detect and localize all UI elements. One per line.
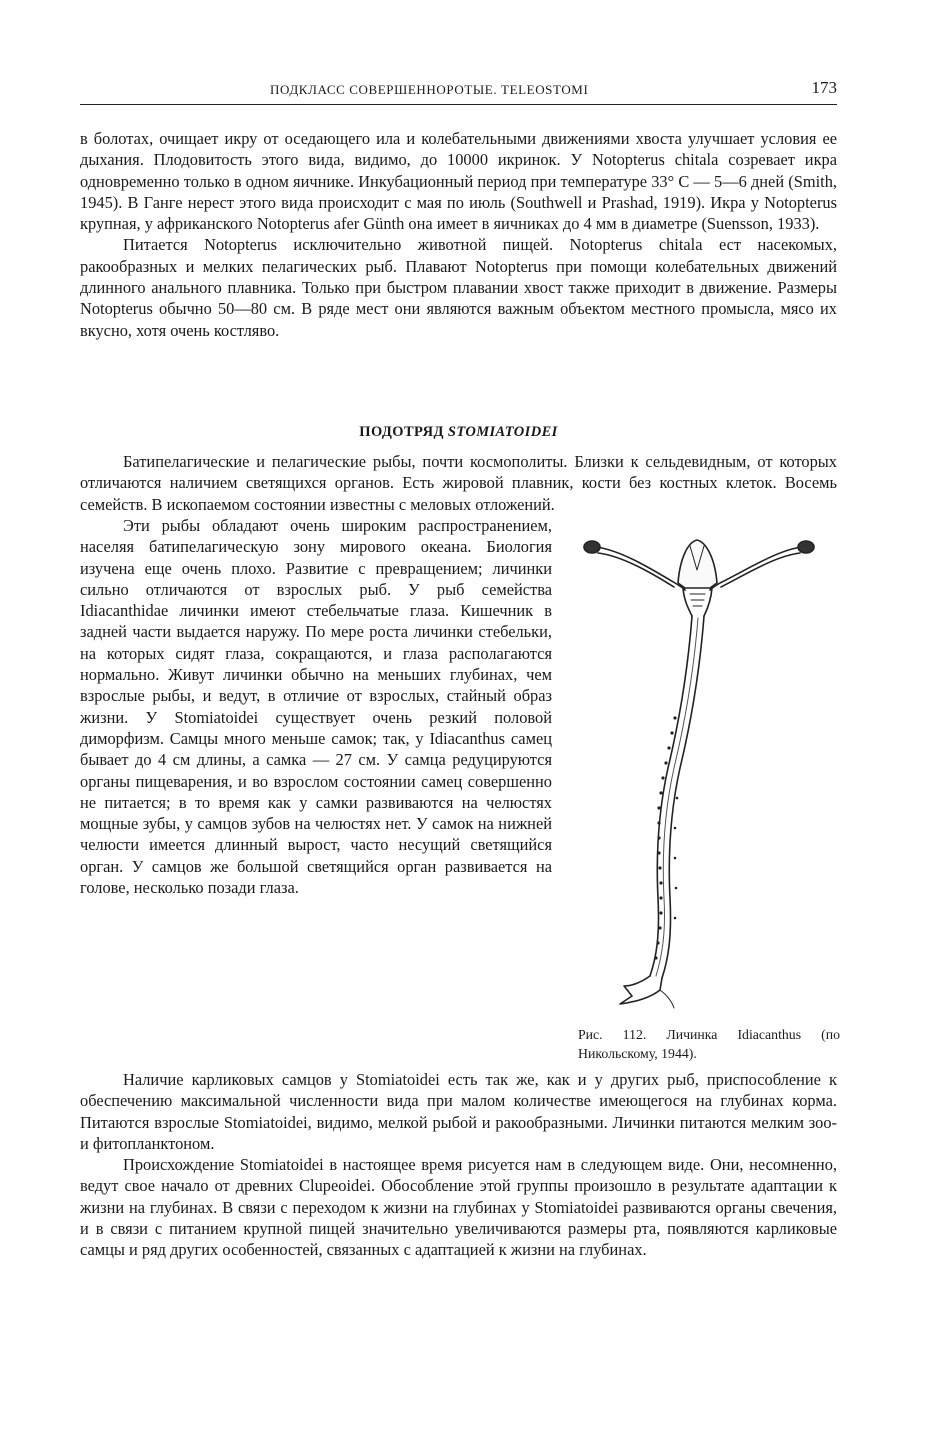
paragraph: Наличие карликовых самцов у Stomiatoidei есть так же, как и у других рыб, приспособление к обеспечению максимальной численности вида при малом количестве имеющегося на глубинах корма. Питаются взрослые Stomiatoidei, видимо, мелкой рыбой и ракообразными. Личинки питаются мелким зоо- и фитопланктоном.: [80, 1070, 837, 1153]
running-head: ПОДКЛАСС СОВЕРШЕННОРОТЫЕ. TELEOSTOMI: [270, 82, 589, 97]
paragraph: Батипелагические и пелагические рыбы, почти космополиты. Близки к сельдевидным, от которых отличаются наличием светящихся органов. Есть жировой плавник, кости без костных клеток. Восемь семейств. В ископаемом состоянии известны с меловых отложений.: [80, 452, 837, 514]
paragraph: Эти рыбы обладают очень широким распространением, населяя батипелагическую зону мирового океана. Биология изучена еще очень плохо. Развитие с превращением; личинки сильно отличаются от взрослых рыб. У рыб семейства Idiacanthidae личинки имеют стебельчатые глаза. Кишечник в задней части выдается наружу. По мере роста личинки стебельки, на которых сидят глаза, сокращаются, и глаза располагаются нормально. Живут личинки обычно на меньших глубинах, чем взрослые рыбы, и ведут, в отличие от взрослых, стайный образ жизни. У Stomiatoidei существует очень резкий половой диморфизм. Самцы много меньше самок; так, у Idiacanthus самец бывает до 4 см длины, а самка — 27 см. У самца редуцируются органы пищеварения, и во взрослом состоянии самец совершенно не питается; в то время как у самки развиваются на челюстях мощные зубы, у самцов зубов на челюстях нет. У самок на нижней челюсти имеется длинный вырост, часто несущий светящийся орган. У самцов же большой светящийся орган развивается на голове, несколько позади глаза.: [80, 516, 552, 898]
page-number: 173: [811, 78, 837, 97]
paragraph: Происхождение Stomiatoidei в настоящее время рисуется нам в следующем виде. Они, несомненно, ведут свое начало от древних Clupeoidei. Обособление этой группы произошло в результате адаптации к жизни на глубинах. В связи с переходом к жизни на глубинах у Stomiatoidei развиваются органы свечения, и в связи с питанием крупной пищей значительно увеличиваются размеры рта, появляются карликовые самцы и ряд других особенностей, связанных с адаптацией к жизни на глубинах.: [80, 1155, 837, 1260]
heading-taxon: STOMIATOIDEI: [447, 424, 558, 440]
heading-prefix: ПОДОТРЯД: [359, 424, 448, 440]
text-block-intro: [80, 451, 837, 515]
idiacanthus-larva-illustration: [580, 528, 845, 1018]
paragraph: в болотах, очищает икру от оседающего ила и колебательными движениями хвоста улучшает условия ее дыхания. Плодовитость этого вида, видимо, до 10000 икринок. У Notopterus chitala созревает икра одновременно только в одном яичнике. Инкубационный период при температуре 33° С — 5—6 дней (Smith, 1945). В Ганге нерест этого вида происходит с мая по июль (Southwell и Prashad, 1919). Икра у Notopterus крупная, у африканского Notopterus afer Günth она имеет в яичниках до 4 мм в диаметре (Suensson, 1933).: [80, 129, 837, 234]
text-block-bottom: [80, 1069, 837, 1261]
header-rule: [80, 104, 837, 105]
text-block-column: [80, 515, 552, 898]
text-block-top: [80, 128, 837, 341]
section-heading: [80, 424, 837, 441]
paragraph: Питается Notopterus исключительно животной пищей. Notopterus chitala ест насекомых, ракообразных и мелких пелагических рыб. Плавают Notopterus при помощи колебательных движений длинного анального плавника. Только при быстром плавании хвост также приходит в движение. Размеры Notopterus обычно 50—80 см. В ряде мест они являются важным объектом местного промысла, мясо их вкусно, хотя очень костляво.: [80, 235, 837, 340]
figure-caption: Рис. 112. Личинка Idiacanthus (по Никольскому, 1944).: [578, 1027, 840, 1061]
page-header: [80, 78, 837, 102]
